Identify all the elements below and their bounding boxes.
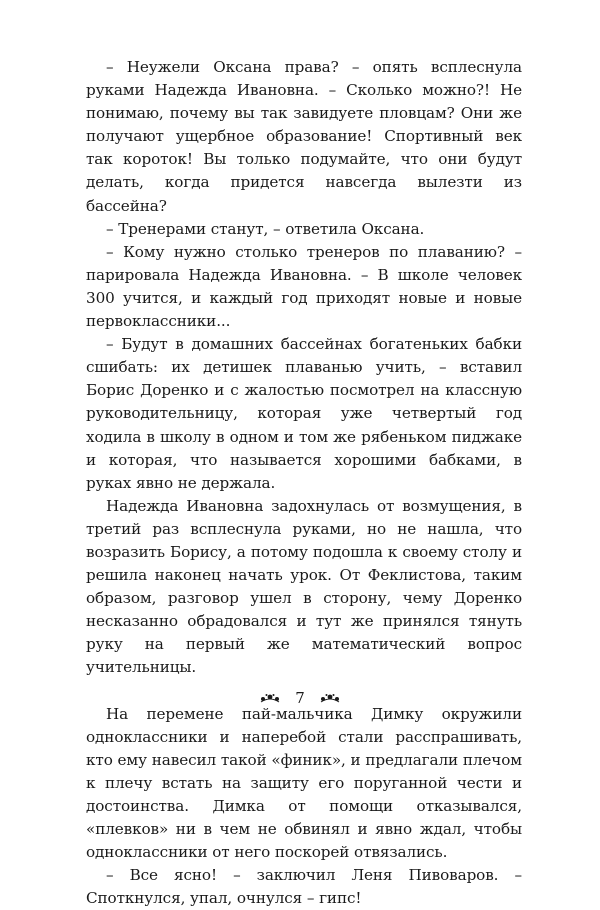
page-body: [86, 56, 522, 910]
page-footer: [0, 689, 600, 707]
paragraph: – Будут в домашних бассейнах богатеньких бабки сшибать: их детишек плаванью учить, – вставил Борис Доренко и с жалостью посмотрел на классную руководительницу, которая уже четвертый год ходила в школу в одном и том же рябеньком пиджаке и которая, что называется хорошими бабками, в руках явно не держала.: [86, 335, 522, 492]
page-number: 7: [295, 689, 305, 707]
paragraph: – Все ясно! – заключил Леня Пивоваров. – Споткнулся, упал, очнулся – гипс!: [86, 866, 522, 908]
paragraph: На перемене пай-мальчика Димку окружили одноклассники и наперебой стали расспрашивать, кто ему навесил такой «финик», и предлагали плечом к плечу встать на защиту его поруганной чести и достоинства. Димка от помощи отказывался, «плевков» ни в чем не обвинял и явно ждал, чтобы одноклассники от него поскорей отвязались.: [86, 704, 522, 862]
paragraph: – Кому нужно столько тренеров по плаванию? – парировала Надежда Ивановна. – В школе человек 300 учится, и каждый год приходят новые и новые первоклассники...: [86, 242, 522, 331]
paragraph: – Тренерами станут, – ответила Оксана.: [106, 219, 425, 238]
floral-ornament-icon: [259, 692, 281, 704]
paragraph: – Неужели Оксана права? – опять всплеснула руками Надежда Ивановна. – Сколько можно?! Не понимаю, почему вы так завидуете пловцам? Они же получают ущербное образование! Спортивный век так короток! Вы только подумайте, что они будут делать, когда придется навсегда вылезти из бассейна?: [86, 58, 522, 215]
floral-ornament-icon: [319, 692, 341, 704]
paragraph: Надежда Ивановна задохнулась от возмущения, в третий раз всплеснула руками, но не нашла, что возразить Борису, а потому подошла к своему столу и решила наконец начать урок. От Феклистова, таким образом, разговор ушел в сторону, чему Доренко несказанно обрадовался и тут же принялся тянуть руку на первый же математический вопрос учительницы.: [86, 496, 522, 677]
